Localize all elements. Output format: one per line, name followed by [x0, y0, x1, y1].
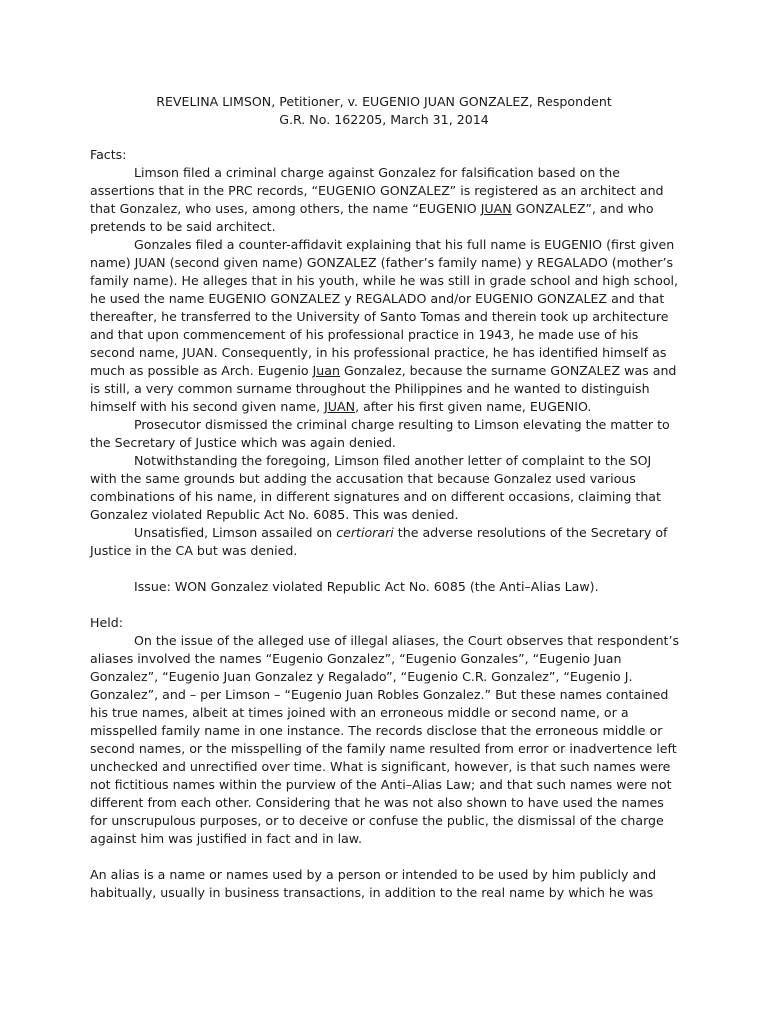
held-paragraph-2: An alias is a name or names used by a person or intended to be used by him publicly and habitually, usually in business transactions, in addition to the real name by which he was — [90, 867, 657, 900]
facts-paragraph-4: Notwithstanding the foregoing, Limson filed another letter of complaint to the SOJ with the same grounds but adding the accusation that because Gonzalez used various combinations of his name, in different signatures and on different occasions, claiming that Gonzalez violated Republic Act No. 6085. This was denied. — [90, 453, 661, 522]
case-title: REVELINA LIMSON, Petitioner, v. EUGENIO JUAN GONZALEZ, Respondent — [156, 94, 612, 109]
case-digest-body — [90, 146, 680, 902]
underlined-name: Juan — [312, 363, 340, 378]
text-run: Unsatisfied, Limson assailed on — [134, 525, 337, 540]
text-run: GONZALEZ”, and who pretends to be said architect. — [90, 201, 654, 234]
held-heading: Held: — [90, 615, 123, 630]
facts-paragraph-5 — [90, 524, 680, 560]
text-run: , after his first given name, EUGENIO. — [355, 399, 592, 414]
text-run: the adverse resolutions of the Secretary of Justice in the CA but was denied. — [90, 525, 668, 558]
facts-paragraph-1 — [90, 164, 680, 236]
facts-heading: Facts: — [90, 147, 127, 162]
facts-paragraph-2 — [90, 236, 680, 416]
text-run: Gonzalez, because the surname GONZALEZ was and is still, a very common surname throughout the Philippines and he wanted to distinguish himself with his second given name, — [90, 363, 677, 414]
underlined-name: JUAN — [480, 201, 512, 216]
italic-term: certiorari — [336, 525, 394, 540]
text-run: Gonzales filed a counter-affidavit explaining that his full name is EUGENIO (first given name) JUAN (second given name) GONZALEZ (father’s family name) y REGALADO (mother’s family name). He alleges that in his youth, while he was still in grade school and high school, he used the name EUGENIO GONZALEZ y REGALADO and/or EUGENIO GONZALEZ and that thereafter, he transferred to the University of Santo Tomas and therein took up architecture and that upon commencement of his professional practice in 1943, he made use of his second name, JUAN. Consequently, in his professional practice, he has identified himself as much as possible as Arch. Eugenio — [90, 237, 679, 378]
text-run: Limson filed a criminal charge against Gonzalez for falsification based on the assertions that in the PRC records, “EUGENIO GONZALEZ” is registered as an architect and that Gonzalez, who uses, among others, the name “EUGENIO — [90, 165, 664, 216]
held-paragraph-1: On the issue of the alleged use of illegal aliases, the Court observes that respondent’s aliases involved the names “Eugenio Gonzalez”, “Eugenio Gonzales”, “Eugenio Juan Gonzalez”, “Eugenio Juan Gonzalez y Regalado”, “Eugenio C.R. Gonzalez”, “Eugenio J. Gonzalez”, and – per Limson – “Eugenio Juan Robles Gonzalez.” But these names contained his true names, albeit at times joined with an erroneous middle or second name, or a misspelled family name in one instance. The records disclose that the erroneous middle or second names, or the misspelling of the family name resulted from error or inadvertence left unchecked and unrectified over time. What is significant, however, is that such names were not fictitious names within the purview of the Anti–Alias Law; and that such names were not different from each other. Considering that he was not also shown to have used the names for unscrupulous purposes, or to deceive or confuse the public, the dismissal of the charge against him was justified in fact and in law. — [90, 633, 680, 846]
facts-paragraph-3: Prosecutor dismissed the criminal charge resulting to Limson elevating the matter to the Secretary of Justice which was again denied. — [90, 417, 670, 450]
issue-statement: Issue: WON Gonzalez violated Republic Act No. 6085 (the Anti–Alias Law). — [134, 579, 599, 594]
underlined-name: JUAN — [324, 399, 356, 414]
case-citation: G.R. No. 162205, March 31, 2014 — [279, 112, 489, 127]
paragraph-spacer — [90, 848, 680, 866]
